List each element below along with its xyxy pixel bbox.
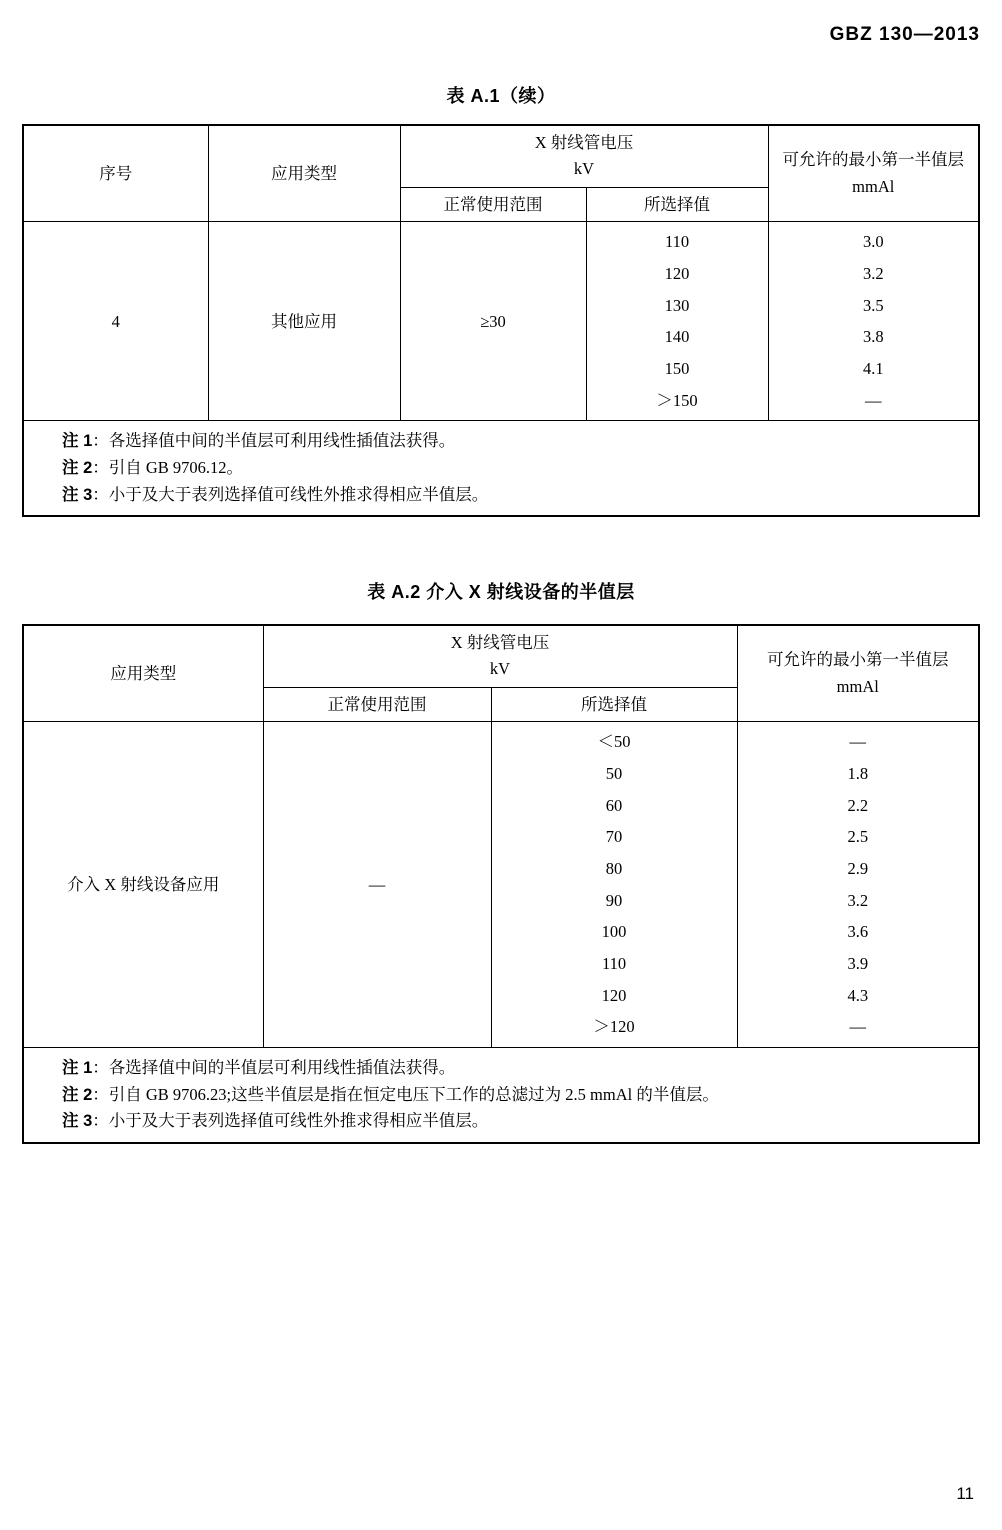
cell-seq: 4	[23, 222, 208, 421]
table-a1-notes-row	[23, 421, 979, 516]
header-hvl-label: 可允许的最小第一半值层	[767, 650, 949, 670]
table-a1-header-row-1	[23, 125, 979, 187]
table-a2	[22, 624, 980, 1144]
table-note: 注 1：各选择值中间的半值层可利用线性插值法获得。	[62, 431, 456, 451]
hvl-value: 2.5	[847, 827, 869, 847]
hvl-value: —	[849, 732, 866, 752]
header-normal-range: 正常使用范围	[263, 687, 491, 722]
cell-app-type: 介入 X 射线设备应用	[23, 722, 263, 1048]
header-app-type: 应用类型	[23, 625, 263, 722]
table-a2-data-row	[23, 722, 979, 1048]
table-a2-notes	[23, 1048, 979, 1143]
header-tube-voltage-label: X 射线管电压	[534, 133, 634, 152]
hvl-value: 2.9	[847, 859, 869, 879]
selected-value: 60	[605, 795, 623, 815]
header-tube-voltage-unit: kV	[573, 159, 595, 179]
header-app-type: 应用类型	[208, 125, 400, 222]
header-hvl	[737, 625, 979, 722]
cell-hvl-values	[768, 222, 979, 421]
page-number: 11	[956, 1484, 974, 1503]
table-a2-notes-row	[23, 1048, 979, 1143]
selected-value: 50	[605, 764, 623, 784]
table-a1-section	[22, 82, 980, 517]
selected-value: 120	[601, 985, 627, 1005]
hvl-value: 3.8	[862, 327, 884, 347]
hvl-value: 3.2	[847, 890, 869, 910]
table-note: 注 2：引自 GB 9706.12。	[62, 457, 244, 477]
selected-value: 130	[664, 295, 690, 315]
note-label: 注 1	[62, 432, 93, 451]
header-seq: 序号	[23, 125, 208, 222]
header-hvl-unit: mmAl	[852, 176, 895, 196]
header-hvl-label: 可允许的最小第一半值层	[782, 150, 964, 170]
note-label: 注 2	[62, 458, 93, 477]
selected-value: 90	[605, 890, 623, 910]
table-a1-title: 表 A.1（续）	[446, 86, 556, 106]
note-label: 注 1	[62, 1059, 93, 1078]
table-a2-title: 表 A.2 介入 X 射线设备的半值层	[367, 582, 635, 602]
cell-app-type: 其他应用	[208, 222, 400, 421]
cell-normal-range: ≥30	[400, 222, 586, 421]
cell-normal-range: —	[263, 722, 491, 1048]
selected-value: ＞120	[593, 1017, 635, 1037]
page-header-standard-code: GBZ 130—2013	[829, 24, 980, 45]
header-tube-voltage-unit: kV	[489, 659, 511, 679]
table-a1-notes	[23, 421, 979, 516]
header-hvl	[768, 125, 979, 222]
note-label: 注 3	[62, 1112, 93, 1131]
note-label: 注 3	[62, 485, 93, 504]
hvl-value: 2.2	[847, 795, 869, 815]
table-note: 注 1：各选择值中间的半值层可利用线性插值法获得。	[62, 1058, 456, 1078]
selected-value: 100	[601, 922, 627, 942]
table-a1	[22, 124, 980, 517]
header-tube-voltage-label: X 射线管电压	[450, 633, 550, 652]
table-note: 注 2：引自 GB 9706.23;这些半值层是指在恒定电压下工作的总滤过为 2.5 mmAl 的半值层。	[62, 1084, 719, 1104]
hvl-value: 3.2	[862, 264, 884, 284]
selected-value: 80	[605, 859, 623, 879]
header-normal-range: 正常使用范围	[400, 187, 586, 222]
cell-hvl-values	[737, 722, 979, 1048]
header-tube-voltage	[263, 625, 737, 687]
table-a1-data-row	[23, 222, 979, 421]
table-a2-header-row-1	[23, 625, 979, 687]
hvl-value: 3.0	[862, 232, 884, 252]
hvl-value: 3.6	[847, 922, 869, 942]
cell-selected-values	[586, 222, 768, 421]
table-note: 注 3：小于及大于表列选择值可线性外推求得相应半值层。	[62, 484, 489, 504]
table-a2-section	[22, 578, 980, 1144]
hvl-value: 3.5	[862, 295, 884, 315]
hvl-value: 1.8	[847, 764, 869, 784]
selected-value: ＜50	[597, 732, 631, 752]
selected-value: 110	[664, 232, 690, 252]
header-selected-value: 所选择值	[586, 187, 768, 222]
selected-value: 150	[664, 359, 690, 379]
hvl-value: —	[849, 1017, 866, 1037]
cell-selected-values	[491, 722, 737, 1048]
hvl-value: 4.3	[847, 985, 869, 1005]
hvl-value: 4.1	[862, 359, 884, 379]
header-hvl-unit: mmAl	[836, 676, 879, 696]
selected-value: 140	[664, 327, 690, 347]
note-label: 注 2	[62, 1085, 93, 1104]
selected-value: 120	[664, 264, 690, 284]
header-tube-voltage	[400, 125, 768, 187]
header-selected-value: 所选择值	[491, 687, 737, 722]
table-note: 注 3：小于及大于表列选择值可线性外推求得相应半值层。	[62, 1111, 489, 1131]
selected-value: ＞150	[656, 390, 698, 410]
hvl-value: 3.9	[847, 954, 869, 974]
selected-value: 110	[601, 954, 627, 974]
hvl-value: —	[865, 390, 882, 410]
selected-value: 70	[605, 827, 623, 847]
